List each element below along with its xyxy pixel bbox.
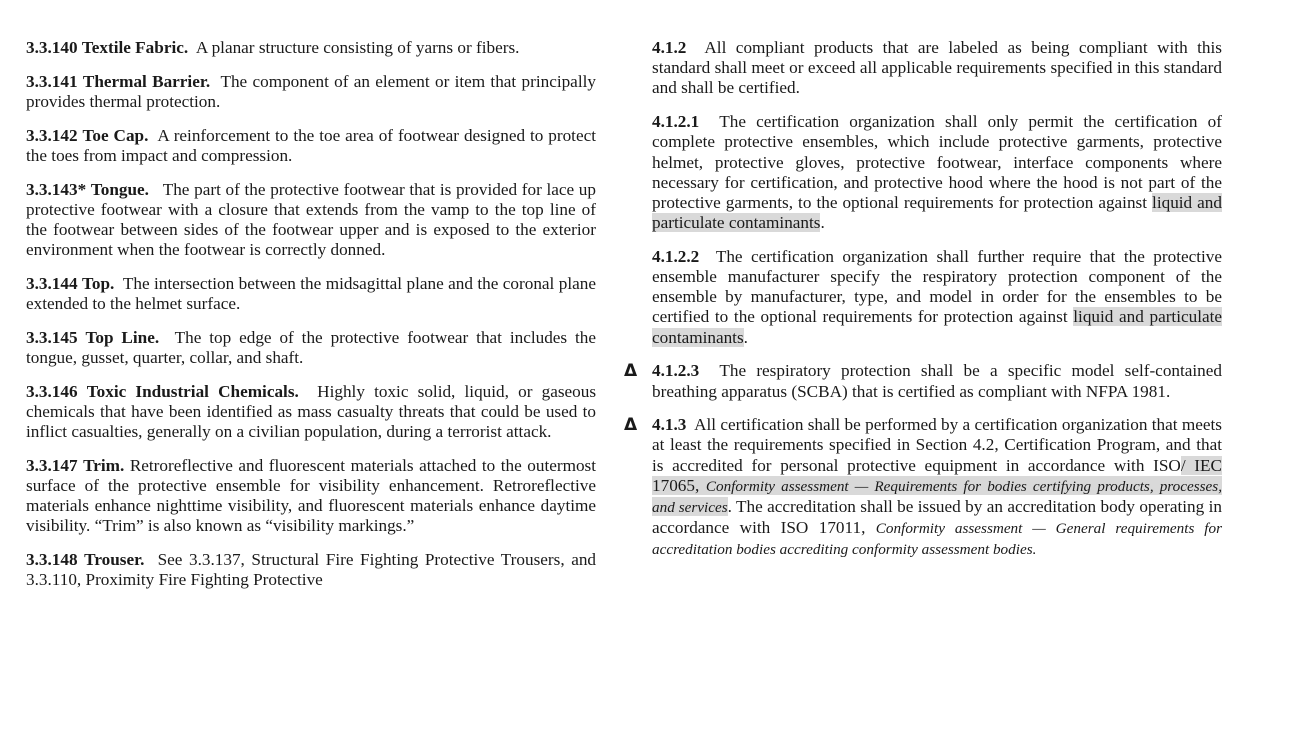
definition-3-3-146 <box>26 382 596 443</box>
section-text: The certification organization shall further require that the protective ensemble manufacturer specify the respiratory protection component of the ensemble by manufacturer, type, and model in order for the ensembles to be certified to the optional requirements for protection against <box>652 246 1222 327</box>
definition-number: 3.3.145 <box>26 327 78 347</box>
section-tail: . <box>743 327 748 347</box>
definition-text: The part of the protective footwear that is provided for lace up protective footwear with a closure that extends from the vamp to the top line of the footwear between sides of the footwear upper and is exposed to the exterior environment when the footwear is correctly donned. <box>26 179 596 260</box>
definition-text: A reinforcement to the toe area of footwear designed to protect the toes from impact and compression. <box>26 125 596 165</box>
section-text: All certification shall be performed by a certification organization that meets at least the requirements specified in Section 4.2, Certification Program, and that is accredited for personal protective equipment in accordance with ISO <box>652 415 1222 475</box>
definition-text: The intersection between the midsagittal plane and the coronal plane extended to the helmet surface. <box>26 273 596 314</box>
definition-3-3-141 <box>26 72 596 112</box>
definition-text: The top edge of the protective footwear that includes the tongue, gusset, quarter, collar, and shaft. <box>26 327 597 367</box>
highlighted-text: liquid and particulate contaminants <box>652 307 1223 347</box>
section-number: 4.1.3 <box>652 415 687 435</box>
section-text: . The accreditation shall be issued by an accreditation body operating in accordance with ISO 17011, <box>652 497 1222 538</box>
definition-3-3-145 <box>26 328 596 368</box>
section-tail: . <box>820 213 825 233</box>
standard-title: Conformity assessment — Requirements for bodies certifying products, processes, and services <box>652 477 1222 517</box>
definition-term: Top. <box>81 273 115 293</box>
definition-term: Trim. <box>83 455 125 475</box>
definition-term: Trouser. <box>84 550 145 570</box>
standard-reference: / IEC 17065, <box>652 455 1222 495</box>
section-4-1-3 <box>624 415 1223 560</box>
section-number: 4.1.2.3 <box>652 361 700 381</box>
section-4-1-2-2 <box>652 247 1222 348</box>
definition-3-3-144 <box>26 274 596 314</box>
definition-text: Highly toxic solid, liquid, or gaseous chemicals that have been identified as mass casualty threats that could be used to inflict casualties, generally on a civilian population, during a terrorist attack. <box>26 381 597 442</box>
definition-text: The component of an element or item that principally provides thermal protection. <box>26 71 596 111</box>
definition-term: Toe Cap. <box>82 125 149 145</box>
section-4-1-2-3 <box>624 361 1222 401</box>
definition-term: Textile Fabric. <box>81 38 189 57</box>
definition-number: 3.3.143* <box>26 179 87 199</box>
definition-term: Toxic Industrial Chemicals. <box>86 381 299 401</box>
definition-number: 3.3.147 <box>26 455 78 475</box>
revision-delta-icon: Δ <box>624 361 638 382</box>
definition-number: 3.3.142 <box>26 125 78 145</box>
definition-term: Top Line. <box>85 327 160 347</box>
definition-3-3-143 <box>26 180 596 261</box>
section-number: 4.1.2.2 <box>652 246 700 266</box>
section-number: 4.1.2.1 <box>652 112 700 132</box>
definition-number: 3.3.141 <box>26 71 78 91</box>
definition-3-3-142 <box>26 126 596 166</box>
standard-title: Conformity assessment — General requirements for accreditation bodies accrediting conformity assessment bodies. <box>652 520 1223 559</box>
definition-3-3-140 <box>26 38 596 58</box>
definition-term: Thermal Barrier. <box>82 71 211 91</box>
definition-number: 3.3.148 <box>26 550 78 570</box>
definition-text: Retroreflective and fluorescent materials attached to the outermost surface of the protective ensemble for visibility enhancement. Retroreflective materials enhance nighttime visibility, and fluorescent materials enhance daytime visibility. “Trim” is also known as “visibility markings.” <box>26 455 596 536</box>
section-text: The respiratory protection shall be a specific model self-contained breathing apparatus (SCBA) that is certified as compliant with NFPA 1981. <box>652 361 1222 401</box>
section-text: All compliant products that are labeled as being compliant with this standard shall meet or exceed all applicable requirements specified in this standard and shall be certified. <box>652 38 1222 98</box>
definition-text: A planar structure consisting of yarns or fibers. <box>195 38 520 57</box>
revision-delta-icon: Δ <box>624 415 638 436</box>
section-text: The certification organization shall only permit the certification of complete protective ensembles, which include protective garments, protective helmet, protective gloves, protective footwear, interface components where necessary for certification, and protective hood where the hood is not part of the protective garments, to the optional requirements for protection against <box>652 112 1222 212</box>
left-column <box>26 38 596 604</box>
definition-number: 3.3.144 <box>26 273 78 293</box>
highlighted-text: liquid and particulate contaminants <box>652 192 1222 233</box>
definition-number: 3.3.140 <box>26 38 78 57</box>
definition-text: See 3.3.137, Structural Fire Fighting Protective Trousers, and 3.3.110, Proximity Fire Fighting Protective <box>26 550 597 590</box>
definition-number: 3.3.146 <box>26 381 78 401</box>
definition-term: Tongue. <box>90 179 149 199</box>
right-column <box>624 38 1223 574</box>
section-number: 4.1.2 <box>652 38 687 57</box>
section-4-1-2-1 <box>652 112 1222 233</box>
definition-3-3-147 <box>26 456 596 537</box>
definition-3-3-148 <box>26 550 596 590</box>
section-4-1-2 <box>652 38 1222 99</box>
